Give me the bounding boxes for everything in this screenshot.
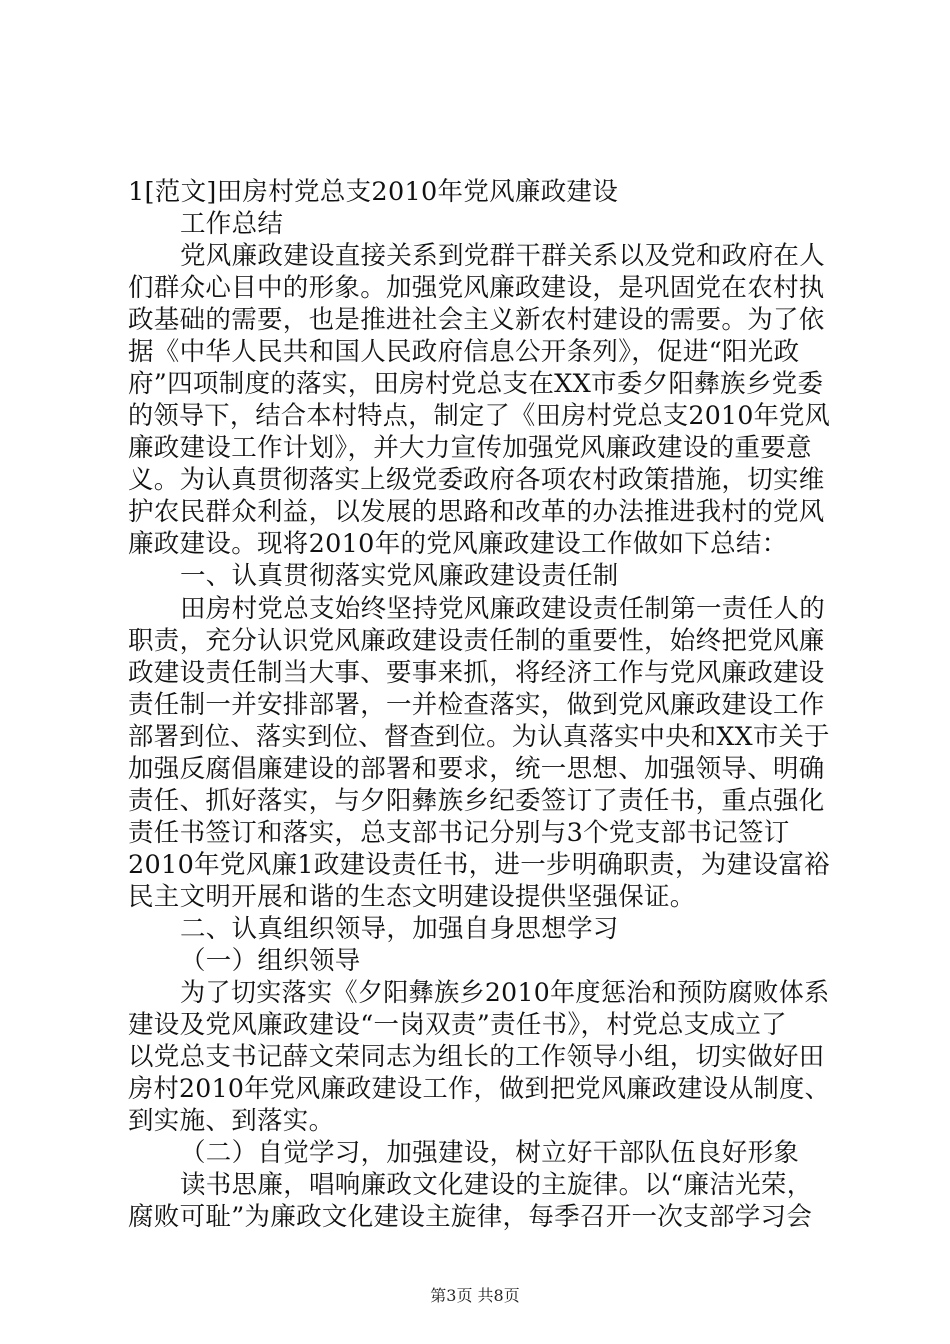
- paragraph-line: 以党总支书记薛文荣同志为组长的工作领导小组，切实做好田: [128, 1042, 825, 1072]
- paragraph-line: 读书思廉，唱响廉政文化建设的主旋律。以“廉洁光荣，: [180, 1170, 813, 1200]
- paragraph-line: 责任、抓好落实，与夕阳彝族乡纪委签订了责任书，重点强化: [128, 786, 825, 816]
- paragraph-line: 政建设责任制当大事、要事来抓，将经济工作与党风廉政建设: [128, 658, 825, 688]
- paragraph-line: 职责，充分认识党风廉政建设责任制的重要性，始终把党风廉: [128, 626, 825, 656]
- section-heading: 一、认真贯彻落实党风廉政建设责任制: [180, 561, 619, 591]
- subsection-heading: （一）组织领导: [180, 946, 361, 976]
- paragraph-line: 部署到位、落实到位、督查到位。为认真落实中央和XX市关于: [128, 722, 830, 752]
- subsection-heading: （二）自觉学习，加强建设，树立好干部队伍良好形象: [180, 1138, 800, 1168]
- paragraph-line: 房村2010年党风廉政建设工作，做到把党风廉政建设从制度、: [128, 1074, 831, 1104]
- paragraph-line: 到实施、到落实。: [128, 1106, 335, 1136]
- paragraph-line: 廉政建设。现将2010年的党风廉政建设工作做如下总结：: [128, 529, 788, 559]
- paragraph-line: 为了切实落实《夕阳彝族乡2010年度惩治和预防腐败体系: [180, 978, 830, 1008]
- paragraph-line: 们群众心目中的形象。加强党风廉政建设，是巩固党在农村执: [128, 273, 825, 303]
- paragraph-line: 2010年党风廉1政建设责任书，进一步明确职责，为建设富裕: [128, 850, 830, 880]
- section-heading: 二、认真组织领导，加强自身思想学习: [180, 914, 619, 944]
- paragraph-line: 责任书签订和落实，总支部书记分别与3个党支部书记签订: [128, 818, 790, 848]
- paragraph-line: 护农民群众利益，以发展的思路和改革的办法推进我村的党风: [128, 497, 825, 527]
- paragraph-line: 的领导下，结合本村特点，制定了《田房村党总支2010年党风: [128, 401, 831, 431]
- page-footer: 第3页 共8页: [430, 1286, 520, 1305]
- paragraph-line: 府”四项制度的落实，田房村党总支在XX市委夕阳彝族乡党委: [128, 369, 824, 399]
- paragraph-line: 义。为认真贯彻落实上级党委政府各项农村政策措施，切实维: [128, 465, 825, 495]
- paragraph-line: 政基础的需要，也是推进社会主义新农村建设的需要。为了依: [128, 305, 825, 335]
- paragraph-line: 田房村党总支始终坚持党风廉政建设责任制第一责任人的: [180, 594, 826, 624]
- paragraph-line: 民主文明开展和谐的生态文明建设提供坚强保证。: [128, 882, 696, 912]
- doc-subtitle: 工作总结: [180, 209, 284, 239]
- paragraph-line: 责任制一并安排部署，一并检查落实，做到党风廉政建设工作: [128, 690, 825, 720]
- paragraph-line: 腐败可耻”为廉政文化建设主旋律，每季召开一次支部学习会: [128, 1202, 813, 1232]
- paragraph-line: 加强反腐倡廉建设的部署和要求，统一思想、加强领导、明确: [128, 754, 825, 784]
- paragraph-line: 廉政建设工作计划》，并大力宣传加强党风廉政建设的重要意: [128, 433, 812, 463]
- paragraph-line: 据《中华人民共和国人民政府信息公开条列》，促进“阳光政: [128, 337, 800, 367]
- paragraph-line: 党风廉政建设直接关系到党群干群关系以及党和政府在人: [180, 241, 826, 271]
- paragraph-line: 建设及党风廉政建设“一岗双责”责任书》，村党总支成立了: [128, 1010, 787, 1040]
- doc-title: 1[范文]田房村党总支2010年党风廉政建设: [128, 177, 619, 207]
